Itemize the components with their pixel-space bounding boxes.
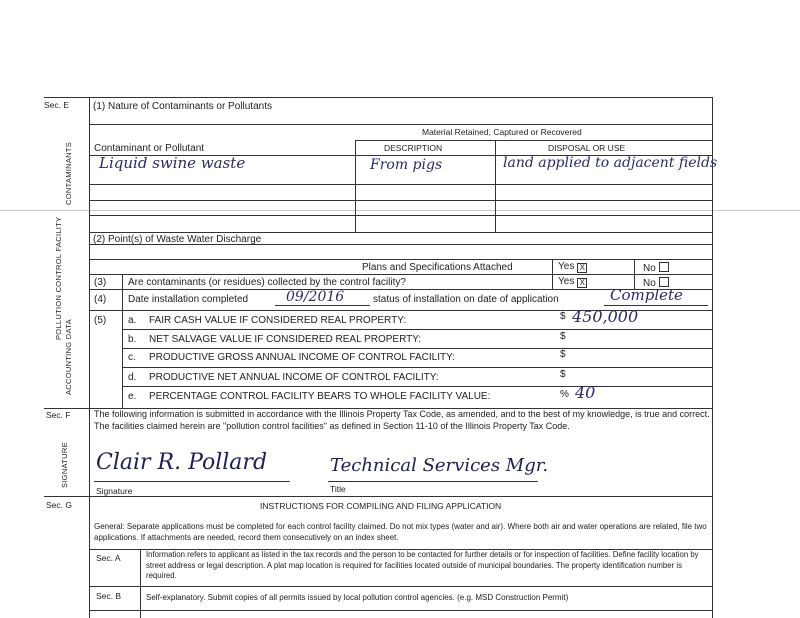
sec-g-left-column-border bbox=[89, 496, 90, 618]
q5e-letter: e. bbox=[128, 391, 137, 402]
sec-g-b-text: Self-explanatory. Submit copies of all permits issued by local pollution control agencies. (e.g. MSD Construction Permit) bbox=[146, 593, 569, 602]
heading-waste-water-discharge: (2) Point(s) of Waste Water Discharge bbox=[93, 234, 262, 245]
sec-g-b-label: Sec. B bbox=[96, 591, 122, 601]
scan-artifact-line bbox=[0, 210, 800, 211]
signature-value[interactable]: Clair R. Pollard bbox=[96, 450, 268, 475]
q4-text: Date installation completed bbox=[128, 294, 249, 305]
q5c-dollar: $ bbox=[560, 349, 566, 360]
q3-yes-checkbox[interactable]: X bbox=[577, 278, 587, 288]
sec-e-right-border bbox=[712, 97, 713, 408]
q5d-letter: d. bbox=[128, 372, 137, 383]
row-line bbox=[89, 215, 712, 216]
sec-g-label: Sec. G bbox=[46, 500, 72, 510]
q5a-text: FAIR CASH VALUE IF CONSIDERED REAL PROPERTY: bbox=[149, 315, 407, 326]
description-value: From pigs bbox=[370, 157, 443, 173]
q3-number: (3) bbox=[94, 277, 107, 288]
number-col-line bbox=[122, 274, 123, 408]
row-line bbox=[122, 329, 712, 330]
q5a-value[interactable]: 450,000 bbox=[572, 307, 639, 326]
row-line bbox=[89, 124, 712, 125]
plans-no-option[interactable] bbox=[643, 262, 669, 274]
row-line bbox=[355, 140, 712, 141]
row-line bbox=[89, 232, 712, 233]
sec-g-right-border bbox=[712, 496, 713, 618]
row-line bbox=[89, 259, 712, 260]
q5-number: (5) bbox=[94, 315, 107, 326]
material-retained-header: Material Retained, Captured or Recovered bbox=[422, 127, 582, 137]
title-value[interactable]: Technical Services Mgr. bbox=[330, 455, 549, 476]
q5e-percent: % bbox=[560, 389, 569, 400]
q4-date-value[interactable]: 09/2016 bbox=[286, 289, 345, 305]
contaminant-value: Liquid swine waste bbox=[99, 154, 246, 172]
q5c-text: PRODUCTIVE GROSS ANNUAL INCOME OF CONTROL FACILITY: bbox=[149, 352, 455, 363]
q5a-dollar: $ bbox=[560, 311, 566, 322]
sec-e-top-border bbox=[44, 97, 712, 98]
row-line bbox=[89, 274, 712, 275]
heading-nature-of-contaminants: (1) Nature of Contaminants or Pollutants bbox=[93, 101, 272, 112]
q5b-text: NET SALVAGE VALUE IF CONSIDERED REAL PROPERTY: bbox=[149, 334, 422, 345]
sec-g-heading: INSTRUCTIONS FOR COMPILING AND FILING APPLICATION bbox=[260, 501, 502, 511]
row-line bbox=[122, 348, 712, 349]
side-label-pollution-control-facility: POLLUTION CONTROL FACILITY bbox=[54, 216, 63, 340]
title-label: Title bbox=[330, 484, 346, 494]
q3-yes-option[interactable] bbox=[558, 277, 587, 288]
q5d-dollar: $ bbox=[560, 369, 566, 380]
col-line bbox=[495, 140, 496, 232]
q5e-value[interactable]: 40 bbox=[575, 383, 596, 402]
row-line bbox=[89, 610, 712, 611]
sec-e-left-column-border bbox=[89, 97, 90, 408]
q5d-text: PRODUCTIVE NET ANNUAL INCOME OF CONTROL FACILITY: bbox=[149, 372, 439, 383]
col-header-description: DESCRIPTION bbox=[384, 143, 443, 153]
q4-date-underline bbox=[275, 305, 370, 306]
sec-g-general-text: General: Separate applications must be completed for each control facility claimed. Do not mix types (water and air). Where both air and water operations are related, file two applications. If attachments are needed, record them consecutively on an index sheet. bbox=[94, 522, 707, 542]
disposal-value: land applied to adjacent fields bbox=[503, 155, 718, 171]
sec-g-inner-col-line bbox=[140, 549, 141, 618]
title-line bbox=[328, 481, 538, 482]
plans-yes-option[interactable] bbox=[558, 262, 587, 273]
signature-label: Signature bbox=[96, 486, 133, 496]
row-line bbox=[122, 367, 712, 368]
sec-e-label: Sec. E bbox=[44, 100, 70, 110]
sec-g-top-border bbox=[44, 496, 712, 497]
q5e-text: PERCENTAGE CONTROL FACILITY BEARS TO WHOLE FACILITY VALUE: bbox=[149, 391, 491, 402]
row-line bbox=[89, 244, 712, 245]
q4-status-value[interactable]: Complete bbox=[610, 286, 683, 304]
q5a-letter: a. bbox=[128, 315, 137, 326]
row-line bbox=[89, 184, 712, 185]
sec-f-right-border bbox=[712, 408, 713, 496]
plans-no-label: No bbox=[643, 263, 656, 274]
q4-number: (4) bbox=[94, 294, 107, 305]
q4-status-underline bbox=[604, 305, 708, 306]
sec-f-statement: The following information is submitted in accordance with the Illinois Property Tax Code, as amended, and to the best of my knowledge, is true and correct. The facilities claimed herein are "pollution control facilities" as defined in Section 11-10 of the Illinois Property Tax Code. bbox=[94, 409, 710, 431]
q3-no-label: No bbox=[643, 278, 656, 289]
row-line bbox=[122, 386, 712, 387]
sec-g-a-text: Information refers to applicant as listed in the tax records and the person to be contacted for further details or for inspection of facilities. Define facility location by street address or legal description. A plat map location is required for facilities located outside of municipal boundaries. The property identification number is required. bbox=[146, 550, 699, 580]
signature-line bbox=[94, 481, 290, 482]
col-header-disposal: DISPOSAL OR USE bbox=[548, 143, 626, 153]
side-label-signature: SIGNATURE bbox=[60, 442, 69, 488]
q4-status-text: status of installation on date of application bbox=[373, 294, 559, 305]
col-header-contaminant: Contaminant or Pollutant bbox=[94, 143, 205, 154]
sec-g-a-label: Sec. A bbox=[96, 553, 121, 563]
plans-specs-label: Plans and Specifications Attached bbox=[362, 262, 513, 273]
sec-f-left-column-border bbox=[89, 408, 90, 496]
sec-f-label: Sec. F bbox=[46, 410, 71, 420]
side-label-accounting-data: ACCOUNTING DATA bbox=[64, 319, 73, 395]
plans-yes-checkbox[interactable]: X bbox=[577, 263, 587, 273]
q3-yes-label: Yes bbox=[558, 276, 575, 287]
q5c-letter: c. bbox=[128, 352, 136, 363]
col-line bbox=[355, 140, 356, 232]
row-line bbox=[89, 586, 712, 587]
q5b-dollar: $ bbox=[560, 331, 566, 342]
q3-text: Are contaminants (or residues) collected by the control facility? bbox=[128, 277, 406, 288]
q5b-letter: b. bbox=[128, 334, 137, 345]
side-label-contaminants: CONTAMINANTS bbox=[64, 141, 73, 205]
row-line bbox=[89, 200, 712, 201]
plans-yes-label: Yes bbox=[558, 261, 575, 272]
plans-no-checkbox[interactable] bbox=[659, 262, 669, 272]
